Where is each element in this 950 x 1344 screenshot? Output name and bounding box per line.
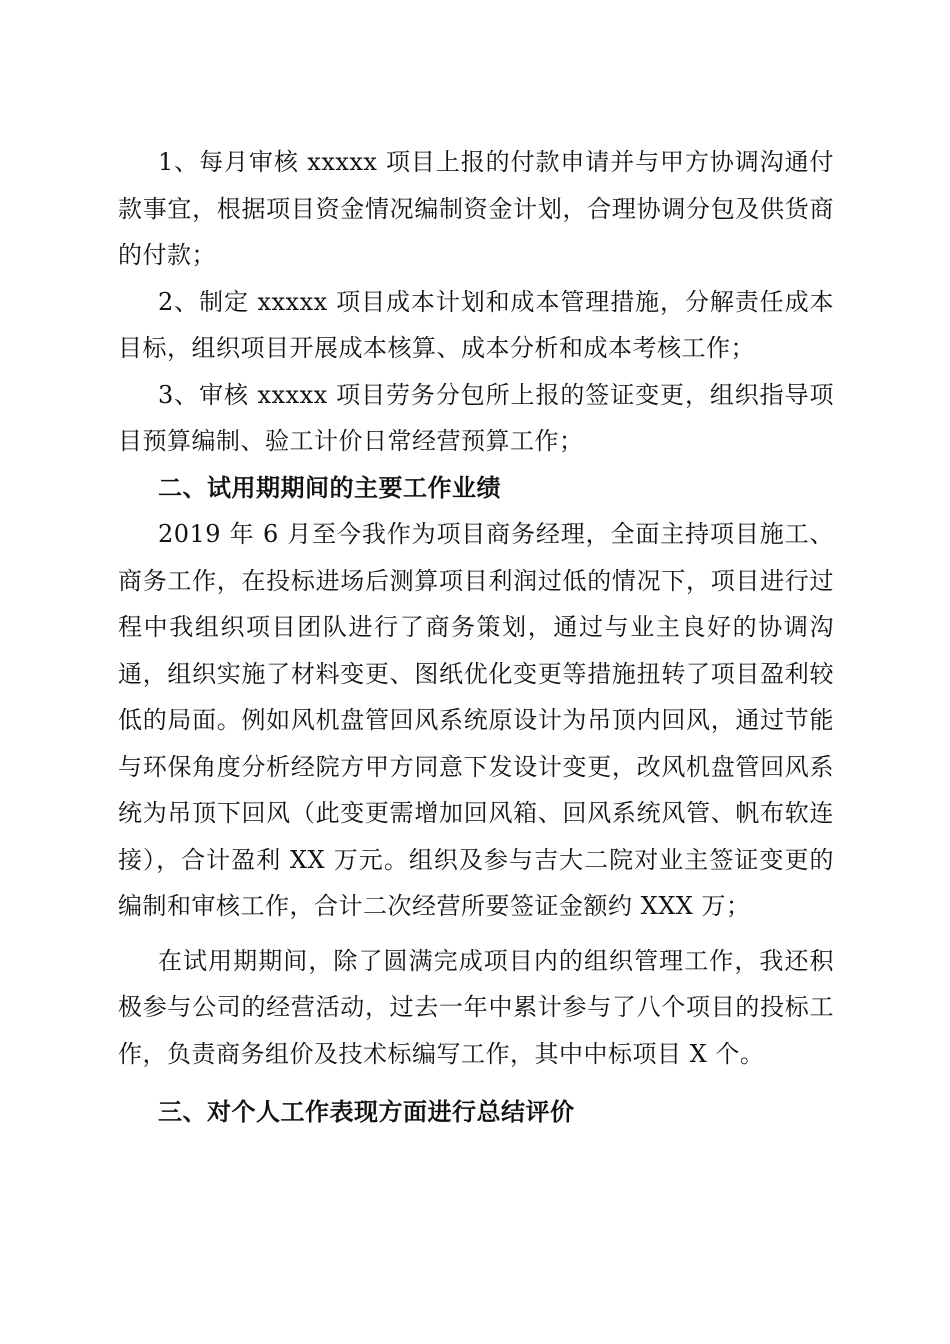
section-heading-achievements: 二、试用期期间的主要工作业绩 (158, 473, 501, 502)
document-body (118, 139, 834, 1136)
section-heading-self-evaluation: 三、对个人工作表现方面进行总结评价 (158, 1098, 575, 1126)
paragraph-duty-1: 1、每月审核 xxxxx 项目上报的付款申请并与甲方协调沟通付款事宜，根据项目资金情况编制资金计划，合理协调分包及供货商的付款； (118, 148, 834, 269)
paragraph-achievements: 2019 年 6 月至今我作为项目商务经理，全面主持项目施工、商务工作，在投标进场后测算项目利润过低的情况下，项目进行过程中我组织项目团队进行了商务策划，通过与业主良好的协调沟通，组织实施了材料变更、图纸优化变更等措施扭转了项目盈利较低的局面。例如风机盘管回风系统原设计为吊顶内回风，通过节能与环保角度分析经院方甲方同意下发设计变更，改风机盘管回风系统为吊顶下回风（此变更需增加回风箱、回风系统风管、帆布软连接），合计盈利 XX 万元。组织及参与吉大二院对业主签证变更的编制和审核工作，合计二次经营所要签证金额约 XXX 万； (118, 520, 834, 920)
paragraph-duty-3: 3、审核 xxxxx 项目劳务分包所上报的签证变更，组织指导项目预算编制、验工计价日常经营预算工作； (118, 380, 834, 455)
paragraph-duty-2: 2、制定 xxxxx 项目成本计划和成本管理措施，分解责任成本目标，组织项目开展成本核算、成本分析和成本考核工作； (118, 287, 834, 362)
paragraph-business-activities: 在试用期期间，除了圆满完成项目内的组织管理工作，我还积极参与公司的经营活动，过去一年中累计参与了八个项目的投标工作，负责商务组价及技术标编写工作，其中中标项目 X 个。 (118, 946, 834, 1068)
